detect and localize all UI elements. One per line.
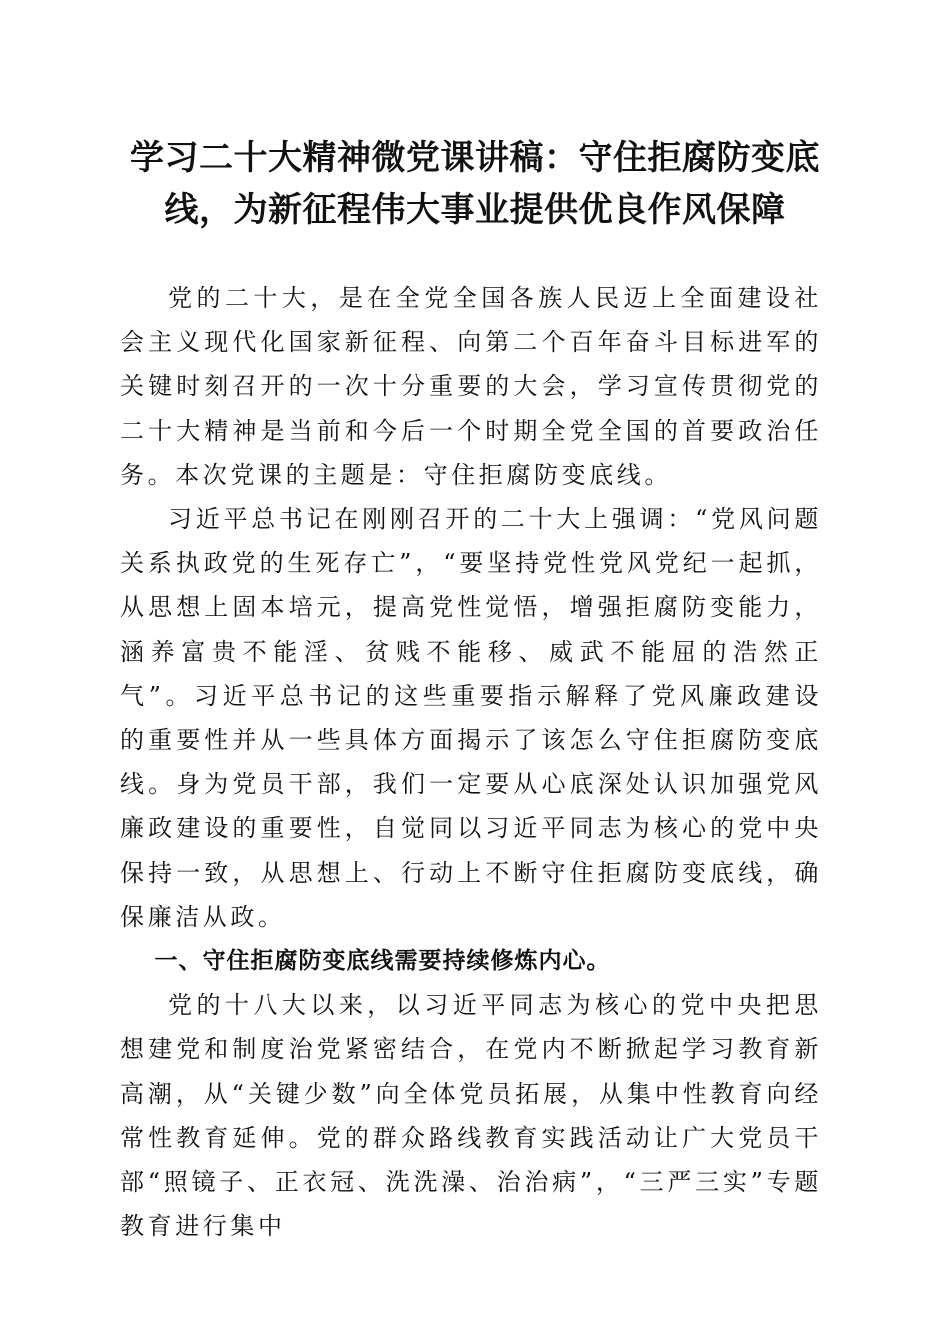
paragraph-intro: 党的二十大，是在全党全国各族人民迈上全面建设社会主义现代化国家新征程、向第二个百年奋斗目标进军的关键时刻召开的一次十分重要的大会，学习宣传贯彻党的二十大精神是当前和今后一个时期全党全国的首要政治任务。本次党课的主题是：守住拒腐防变底线。 — [120, 284, 822, 489]
section-heading: 一、守住拒腐防变底线需要持续修炼内心。 — [154, 948, 611, 975]
document-body — [120, 276, 822, 1248]
document-title: 学习二十大精神微党课讲稿：守住拒腐防变底线，为新征程伟大事业提供优良作风保障 — [130, 138, 820, 230]
paragraph-quote: 习近平总书记在刚刚召开的二十大上强调：“党风问题关系执政党的生死存亡”，“要坚持党性党风党纪一起抓，从思想上固本培元，提高党性觉悟，增强拒腐防变能力，涵养富贵不能淫、贫贱不能移、威武不能屈的浩然正气”。习近平总书记的这些重要指示解释了党风廉政建设的重要性并从一些具体方面揭示了该怎么守住拒腐防变底线。身为党员干部，我们一定要从心底深处认识加强党风廉政建设的重要性，自觉同以习近平同志为核心的党中央保持一致，从思想上、行动上不断守住拒腐防变底线，确保廉洁从政。 — [120, 505, 822, 931]
paragraph-section-one: 党的十八大以来，以习近平同志为核心的党中央把思想建党和制度治党紧密结合，在党内不断掀起学习教育新高潮，从“关键少数”向全体党员拓展，从集中性教育向经常性教育延伸。党的群众路线教育实践活动让广大党员干部“照镜子、正衣冠、洗洗澡、治治病”，“三严三实”专题教育进行集中 — [120, 991, 822, 1241]
